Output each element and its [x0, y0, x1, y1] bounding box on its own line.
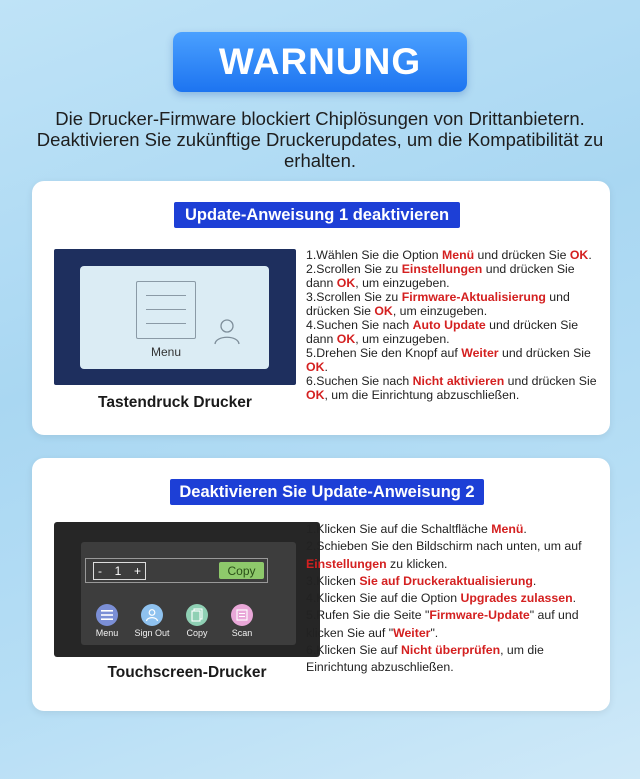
steps-list-1 — [306, 248, 602, 402]
instruction-card-2 — [32, 458, 610, 711]
screen-menu-label: Menu — [150, 345, 182, 359]
step-item: 5.Rufen Sie die Seite "Firmware-Update" auf und klicken Sie auf "Weiter". — [306, 608, 579, 640]
quantity-bar — [85, 558, 268, 583]
step-item: 6.Klicken Sie auf Nicht überprüfen, um die Einrichtung abzuschließen. — [306, 643, 544, 675]
step-item: 6.Suchen Sie nach Nicht aktivieren und drücken Sie OK, um die Einrichtung abzuschließen. — [306, 374, 597, 402]
app-button-copy[interactable] — [177, 604, 217, 638]
app-button-label: Copy — [186, 628, 208, 638]
caption-touchscreen-printer: Touchscreen-Drucker — [107, 664, 267, 681]
copy-icon — [186, 604, 208, 626]
user-icon — [141, 604, 163, 626]
touchscreen — [81, 542, 296, 645]
minus-button[interactable]: - — [98, 564, 102, 578]
intro-text: Die Drucker-Firmware blockiert Chiplösungen von Drittanbietern. Deaktivieren Sie zukünftige Druckerupdates, um die Kompatibilität zu erhalten. — [36, 108, 604, 171]
step-item: 2.Scrollen Sie zu Einstellungen und drücken Sie dann OK, um einzugeben. — [306, 262, 575, 290]
caption-button-printer: Tastendruck Drucker — [98, 394, 252, 411]
step-item: 1.Wählen Sie die Option Menü und drücken Sie OK. — [306, 248, 592, 262]
copy-button[interactable]: Copy — [219, 562, 264, 579]
document-icon — [136, 281, 196, 339]
plus-button[interactable]: + — [133, 564, 141, 578]
step-item: 1.Klicken Sie auf die Schaltfläche Menü. — [306, 522, 527, 536]
app-button-menu[interactable] — [87, 604, 127, 638]
step-item: 4.Suchen Sie nach Auto Update und drücken Sie dann OK, um einzugeben. — [306, 318, 579, 346]
menu-icon — [96, 604, 118, 626]
scan-icon — [231, 604, 253, 626]
warning-title: WARNUNG — [173, 32, 467, 92]
button-printer-illustration — [54, 249, 296, 385]
quantity-value: 1 — [114, 564, 122, 578]
section-2-heading: Deaktivieren Sie Update-Anweisung 2 — [170, 479, 484, 505]
user-icon — [212, 316, 242, 346]
step-item: 4.Klicken Sie auf die Option Upgrades zulassen. — [306, 591, 576, 606]
app-button-scan[interactable] — [222, 604, 262, 638]
app-button-sign-out[interactable] — [132, 604, 172, 638]
step-item: 3.Scrollen Sie zu Firmware-Aktualisierung und drücken Sie OK, um einzugeben. — [306, 290, 570, 318]
steps-list-2 — [306, 521, 596, 677]
touchscreen-printer-illustration — [54, 522, 320, 657]
step-item: 5.Drehen Sie den Knopf auf Weiter und drücken Sie OK. — [306, 346, 591, 374]
instruction-card-1 — [32, 181, 610, 435]
quantity-stepper[interactable] — [93, 562, 146, 580]
app-button-label: Sign Out — [134, 628, 170, 638]
step-item: 2.Schieben Sie den Bildschirm nach unten, um auf Einstellungen zu klicken. — [306, 539, 582, 571]
section-1-heading: Update-Anweisung 1 deaktivieren — [174, 202, 460, 228]
app-button-label: Scan — [231, 628, 253, 638]
printer-screen — [80, 266, 269, 369]
app-button-label: Menu — [95, 628, 119, 638]
step-item: 3.Klicken Sie auf Druckeraktualisierung. — [306, 573, 537, 588]
